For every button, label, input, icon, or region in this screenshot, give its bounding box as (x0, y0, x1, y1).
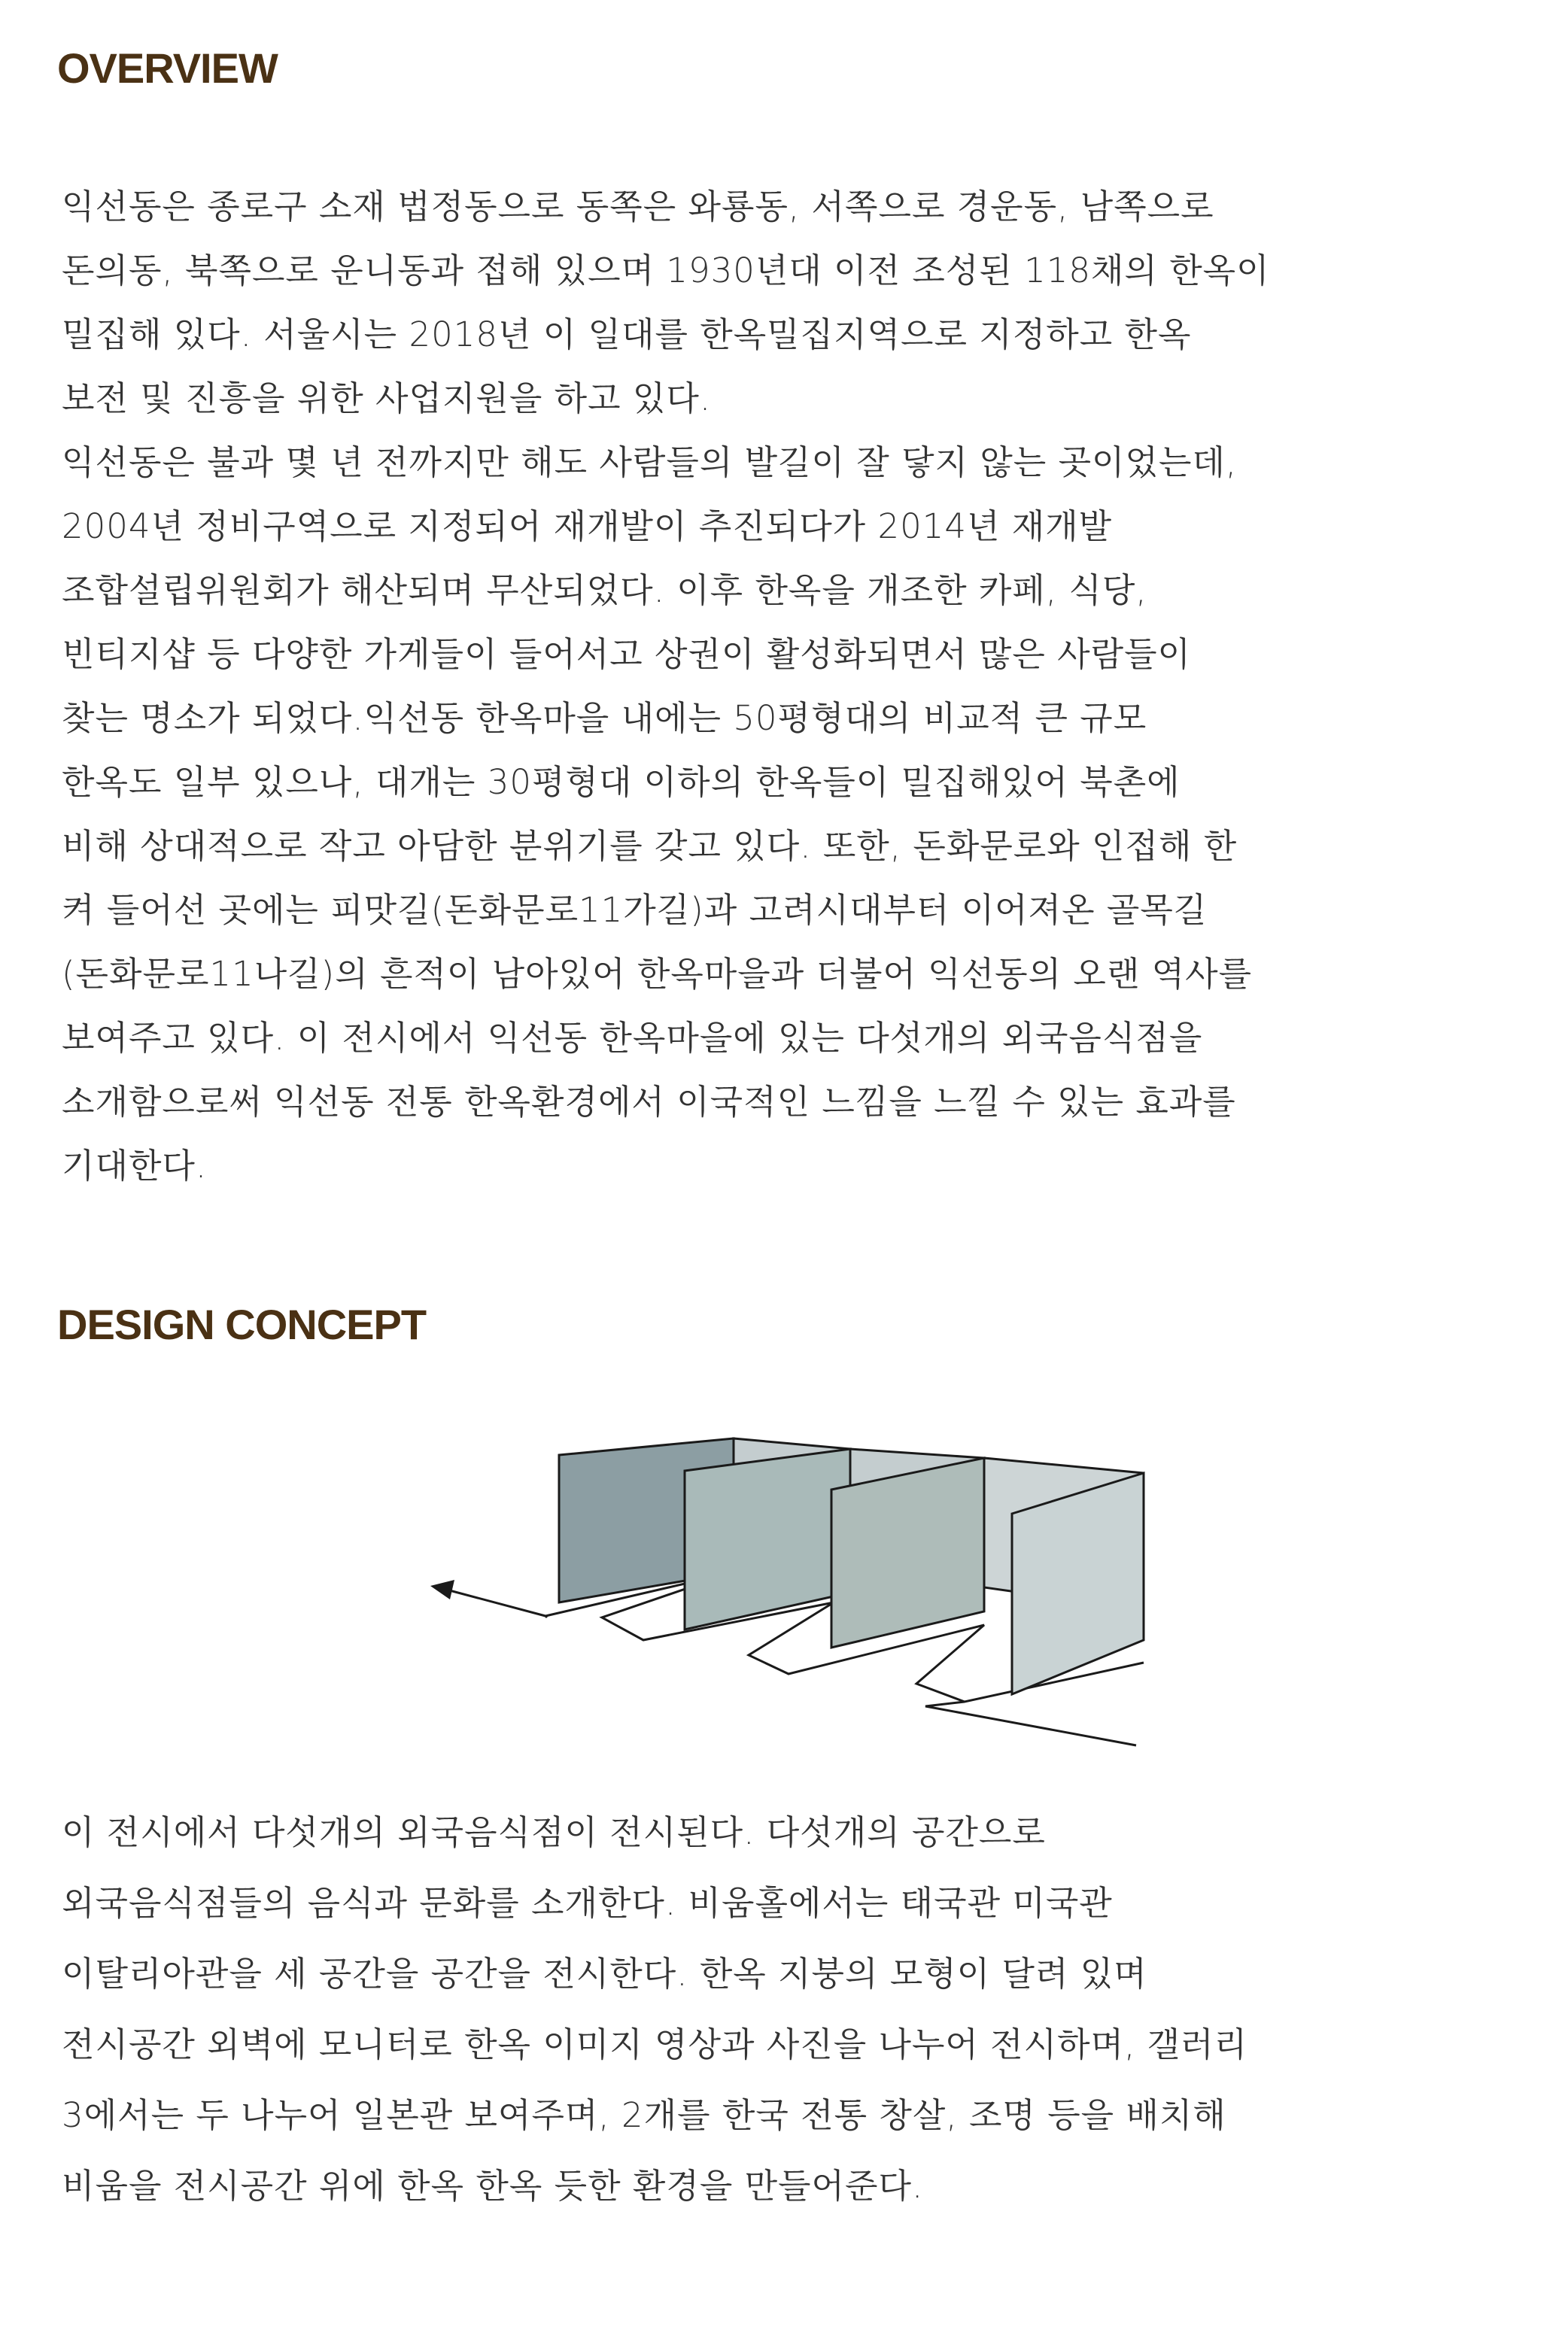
overview-line: 돈의동, 북쪽으로 운니동과 접해 있으며 1930년대 이전 조성된 118채의 한옥이 (62, 251, 1270, 290)
overview-line: 2004년 정비구역으로 지정되어 재개발이 추진되다가 2014년 재개발 (62, 506, 1113, 546)
overview-line: 기대한다. (62, 1146, 208, 1186)
concept-diagram (421, 1429, 1159, 1760)
overview-paragraph (62, 175, 1270, 1198)
concept-line: 3에서는 두 나누어 일본관 보여주며, 2개를 한국 전통 창살, 조명 등을 배치해 (62, 2095, 1226, 2135)
overview-line: 찾는 명소가 되었다.익선동 한옥마을 내에는 50평형대의 비교적 큰 규모 (62, 698, 1147, 738)
overview-line: 켜 들어선 곳에는 피맛길(돈화문로11가길)과 고려시대부터 이어져온 골목길 (62, 890, 1208, 930)
overview-line: 빈티지샵 등 다양한 가게들이 들어서고 상권이 활성화되면서 많은 사람들이 (62, 634, 1192, 674)
floor-path-lower (925, 1702, 1136, 1745)
concept-line: 비움을 전시공간 위에 한옥 한옥 듯한 환경을 만들어준다. (62, 2166, 924, 2206)
overview-line: 보여주고 있다. 이 전시에서 익선동 한옥마을에 있는 다섯개의 외국음식점을 (62, 1018, 1203, 1058)
panel-2 (685, 1449, 850, 1630)
overview-line: 조합설립위원회가 해산되며 무산되었다. 이후 한옥을 개조한 카페, 식당, (62, 570, 1147, 610)
arrow-head-icon (430, 1580, 454, 1599)
overview-line: 소개함으로써 익선동 전통 한옥환경에서 이국적인 느낌을 느낄 수 있는 효과를 (62, 1082, 1236, 1122)
concept-line: 이탈리아관을 세 공간을 공간을 전시한다. 한옥 지붕의 모형이 달려 있며 (62, 1954, 1147, 1994)
overview-line: 익선동은 종로구 소재 법정동으로 동쪽은 와룡동, 서쪽으로 경운동, 남쪽으로 (62, 187, 1214, 226)
overview-line: 비해 상대적으로 작고 아담한 분위기를 갖고 있다. 또한, 돈화문로와 인접해 한 (62, 826, 1238, 866)
concept-line: 전시공간 외벽에 모니터로 한옥 이미지 영상과 사진을 나누어 전시하며, 갤러리 (62, 2024, 1248, 2064)
concept-line: 외국음식점들의 음식과 문화를 소개한다. 비움홀에서는 태국관 미국관 (62, 1883, 1113, 1923)
overview-line: 익선동은 불과 몇 년 전까지만 해도 사람들의 발길이 잘 닿지 않는 곳이었는데, (62, 442, 1238, 482)
overview-line: 밀집해 있다. 서울시는 2018년 이 일대를 한옥밀집지역으로 지정하고 한옥 (62, 314, 1192, 354)
design-concept-heading: DESIGN CONCEPT (57, 1301, 427, 1348)
overview-line: 보전 및 진흥을 위한 사업지원을 하고 있다. (62, 378, 712, 418)
overview-heading: OVERVIEW (57, 44, 278, 92)
panel-3 (831, 1458, 984, 1648)
direction-arrow-line (444, 1589, 545, 1616)
overview-line: (돈화문로11나길)의 흔적이 남아있어 한옥마을과 더불어 익선동의 오랜 역사를 (62, 954, 1253, 994)
concept-line: 이 전시에서 다섯개의 외국음식점이 전시된다. 다섯개의 공간으로 (62, 1812, 1046, 1852)
overview-line: 한옥도 일부 있으나, 대개는 30평형대 이하의 한옥들이 밀집해있어 북촌에 (62, 762, 1181, 802)
design-concept-paragraph (62, 1797, 1247, 2222)
